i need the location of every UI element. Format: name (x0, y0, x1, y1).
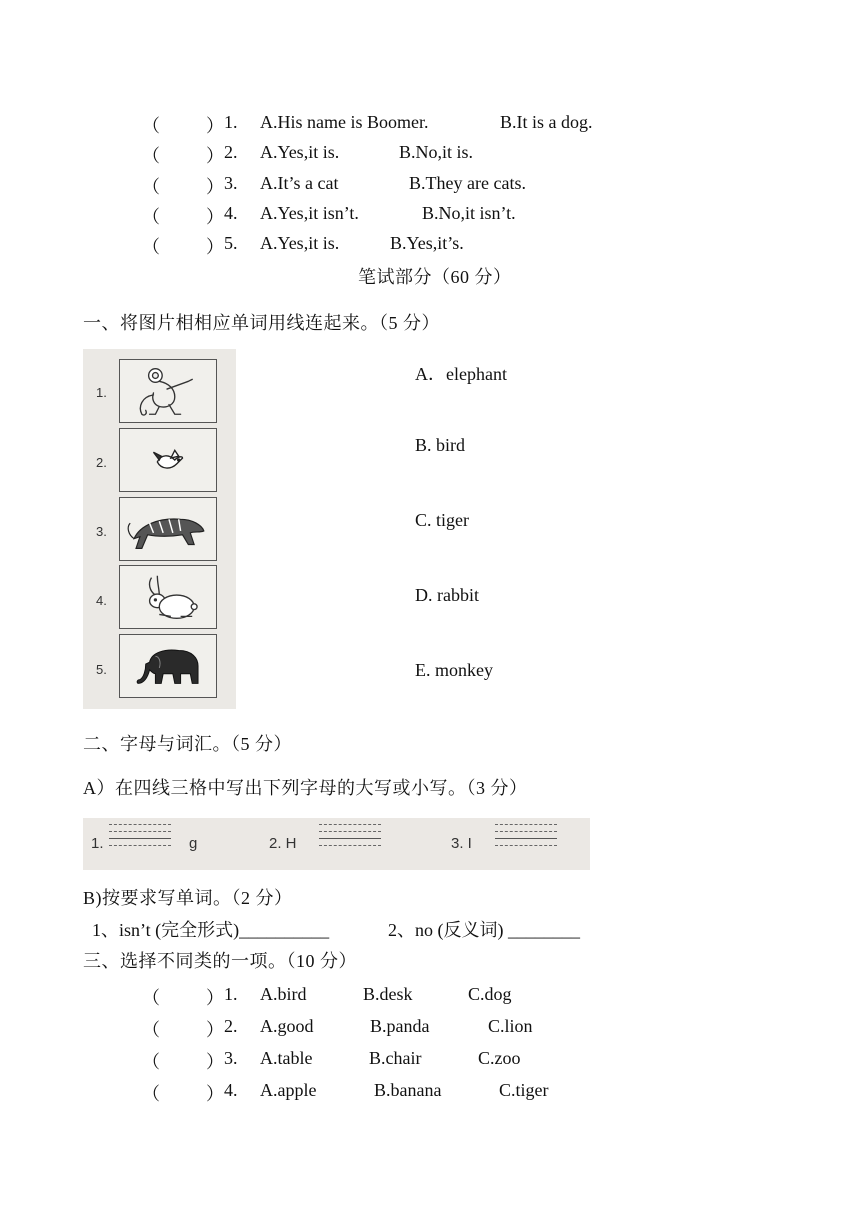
question-number: 4. (224, 1080, 238, 1100)
partB-item: 1、isn’t (完全形式)__________ (92, 920, 330, 940)
word-option: C. tiger (415, 510, 469, 530)
question-number: 2. (224, 1016, 238, 1036)
question-number: 3. (224, 173, 238, 193)
picture-number: 1. (96, 385, 107, 400)
answer-paren-right: ） (206, 988, 224, 1008)
answer-paren-left: （ (142, 1020, 160, 1040)
rabbit-picture (119, 565, 217, 629)
option-b: B.It is a dog. (500, 112, 593, 132)
option-c: C.dog (468, 984, 512, 1004)
partB-item: 2、no (反义词) ________ (388, 920, 580, 940)
answer-paren-right: ） (206, 177, 224, 197)
option-a: A.bird (260, 984, 307, 1004)
question-number: 3. (224, 1048, 238, 1068)
option-b: B.No,it is. (399, 142, 474, 162)
option-c: C.zoo (478, 1048, 521, 1068)
answer-paren-left: （ (142, 1084, 160, 1104)
option-a: A.Yes,it isn’t. (260, 203, 359, 223)
letter-item-number: 1. (91, 835, 104, 852)
answer-paren-right: ） (206, 1020, 224, 1040)
option-b: B.chair (369, 1048, 422, 1068)
letter-given: g (189, 835, 198, 852)
section2-partB-heading: B)按要求写单词。（2 分） (83, 888, 293, 908)
option-b: B.No,it isn’t. (422, 203, 516, 223)
question-number: 5. (224, 233, 238, 253)
written-part-title: 笔试部分（60 分） (358, 267, 512, 287)
question-number: 1. (224, 984, 238, 1004)
answer-paren-left: （ (142, 237, 160, 257)
option-a: A.Yes,it is. (260, 142, 340, 162)
tiger-picture (119, 497, 217, 561)
option-a: A.It’s a cat (260, 173, 339, 193)
section1-heading: 一、将图片相相应单词用线连起来。（5 分） (83, 313, 440, 333)
answer-paren-left: （ (142, 1052, 160, 1072)
word-option: D. rabbit (415, 585, 479, 605)
monkey-picture (119, 359, 217, 423)
answer-paren-right: ） (206, 237, 224, 257)
section2-heading: 二、字母与词汇。（5 分） (83, 734, 292, 754)
answer-paren-left: （ (142, 116, 160, 136)
answer-paren-left: （ (142, 207, 160, 227)
answer-paren-right: ） (206, 1052, 224, 1072)
option-a: A.good (260, 1016, 314, 1036)
question-number: 1. (224, 112, 238, 132)
option-b: B.Yes,it’s. (390, 233, 464, 253)
picture-number: 3. (96, 524, 107, 539)
section2-partA-heading: A）在四线三格中写出下列字母的大写或小写。（3 分） (83, 778, 528, 798)
option-a: A.apple (260, 1080, 317, 1100)
letter-item-number: 3. I (451, 835, 472, 852)
animal-picture-strip (83, 349, 236, 709)
answer-paren-right: ） (206, 1084, 224, 1104)
picture-number: 5. (96, 662, 107, 677)
option-b: B.panda (370, 1016, 430, 1036)
answer-paren-left: （ (142, 177, 160, 197)
answer-paren-right: ） (206, 146, 224, 166)
four-line-grid (319, 824, 381, 852)
option-b: B.banana (374, 1080, 442, 1100)
question-number: 2. (224, 142, 238, 162)
elephant-picture (119, 634, 217, 698)
four-line-grid (495, 824, 557, 852)
letter-item-number: 2. H (269, 835, 297, 852)
word-option: E. monkey (415, 660, 493, 680)
option-c: C.lion (488, 1016, 533, 1036)
word-option: B. bird (415, 435, 466, 455)
option-c: C.tiger (499, 1080, 549, 1100)
bird-picture (119, 428, 217, 492)
picture-number: 4. (96, 593, 107, 608)
section3-heading: 三、选择不同类的一项。（10 分） (83, 951, 357, 971)
answer-paren-left: （ (142, 146, 160, 166)
option-a: A.table (260, 1048, 313, 1068)
answer-paren-right: ） (206, 207, 224, 227)
answer-paren-right: ） (206, 116, 224, 136)
word-option: A．elephant (415, 364, 507, 384)
answer-paren-left: （ (142, 988, 160, 1008)
option-b: B.desk (363, 984, 413, 1004)
four-line-grid-strip (83, 818, 590, 870)
option-a: A.His name is Boomer. (260, 112, 429, 132)
four-line-grid (109, 824, 171, 852)
option-a: A.Yes,it is. (260, 233, 340, 253)
option-b: B.They are cats. (409, 173, 526, 193)
picture-number: 2. (96, 455, 107, 470)
question-number: 4. (224, 203, 238, 223)
